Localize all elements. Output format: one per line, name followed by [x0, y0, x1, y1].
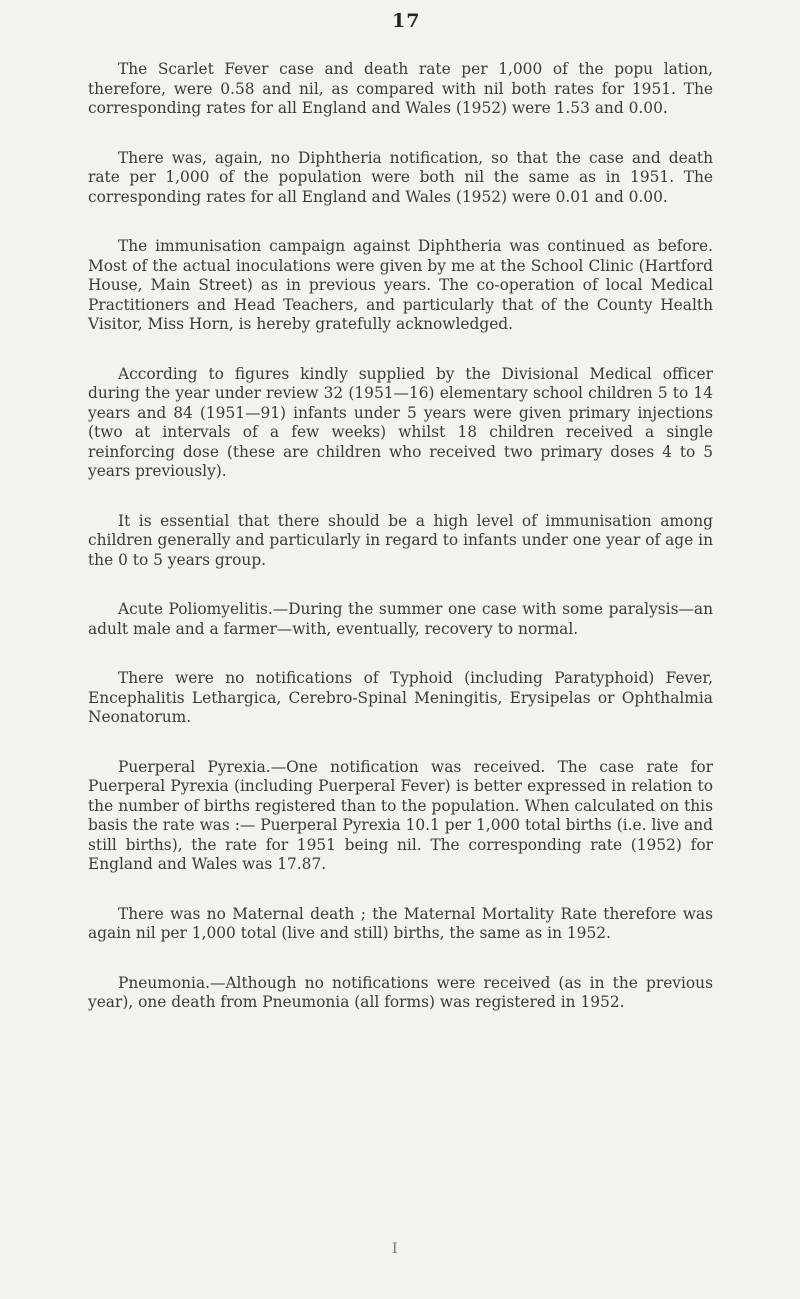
text-line: as in 1951. The corresponding rates for all England and Wales — [88, 168, 713, 206]
text-line: years were given primary injections (two at intervals of a few — [88, 403, 713, 441]
text-line: lation, therefore, were 0.58 and nil, as compared with nil both rates — [88, 60, 713, 98]
footer-mark: I — [392, 1241, 398, 1257]
paragraph-divisional-figures — [88, 365, 713, 482]
text-line: for 1951. The corresponding rates for all England and Wales — [88, 79, 713, 117]
text-line: According to figures kindly supplied by the Divisional Medical — [118, 364, 652, 383]
text-line: under one year of age in the 0 to 5 years group. — [88, 531, 713, 569]
text-line: therefore was again nil per 1,000 total (live and still) births, the — [88, 904, 713, 942]
text-line: paralysis—an adult male and a farmer—with, eventually, recovery — [88, 600, 713, 638]
text-line: for England and Wales was 17.87. — [88, 835, 713, 873]
text-line: It is essential that there should be a high level of immunisation — [118, 511, 652, 530]
text-line: Puerperal Pyrexia 10.1 per 1,000 total births (i.e. live and still — [88, 816, 713, 854]
text-line: the previous year), one death from Pneumonia (all forms) was — [88, 973, 713, 1011]
text-line: Puerperal Pyrexia.—One notification was received. The case — [118, 757, 635, 776]
text-line: The Scarlet Fever case and death rate per 1,000 of the popu — [118, 60, 654, 78]
text-line: registered in 1952. — [475, 993, 625, 1011]
text-line: Miss Horn, is hereby gratefully acknowledged. — [147, 315, 514, 333]
text-line: and death rate per 1,000 of the population were both nil the same — [88, 148, 713, 186]
text-line: Erysipelas or Ophthalmia Neonatorum. — [88, 688, 713, 726]
paragraph-scarlet-fever — [88, 60, 713, 119]
text-line: are children who received two primary doses 4 to 5 years — [88, 442, 713, 480]
paragraph-pneumonia — [88, 974, 713, 1013]
text-line: weeks) whilst 18 children received a single reinforcing dose (these — [88, 423, 713, 461]
text-line: the School Clinic (Hartford House, Main Street) as in previous — [88, 256, 713, 294]
text-line: There was, again, no Diphtheria notification, so that the case — [118, 148, 624, 167]
page-number: 17 — [392, 10, 421, 32]
text-line: Acute Poliomyelitis.—During the summer one case with some — [118, 600, 603, 618]
text-line: Teachers, and particularly that of the County Health Visitor, — [88, 295, 713, 333]
paragraph-diphtheria — [88, 149, 713, 208]
text-line: expressed in relation to the number of births registered than to — [88, 777, 713, 815]
text-line: as before. Most of the actual inoculations were given by me at — [88, 237, 713, 275]
text-line: Pneumonia.—Although no notifications were received (as in — [118, 973, 605, 992]
paragraph-immunisation-campaign — [88, 237, 713, 335]
paragraph-immunisation-level — [88, 512, 713, 571]
document-body — [88, 60, 713, 1043]
text-line: There was no Maternal death ; the Maternal Mortality Rate — [118, 904, 597, 923]
text-line: officer during the year under review 32 (1951—16) elementary — [88, 364, 713, 402]
paragraph-poliomyelitis — [88, 600, 713, 639]
paragraph-maternal-death — [88, 905, 713, 944]
text-line: There were no notifications of Typhoid (including Paratyphoid) — [118, 669, 655, 687]
text-line: births), the rate for 1951 being nil. The corresponding rate (1952) — [125, 835, 682, 854]
text-line: The immunisation campaign against Diphtheria was continued — [118, 237, 626, 255]
text-line: same as in 1952. — [479, 924, 611, 942]
text-line: (1952) were 1.53 and 0.00. — [455, 99, 668, 117]
text-line: school children 5 to 14 years and 84 (1951—91) infants under 5 — [88, 384, 713, 422]
text-line: previously). — [135, 462, 227, 480]
paragraph-puerperal-pyrexia — [88, 758, 713, 875]
text-line: years. The co-operation of local Medical Practitioners and Head — [88, 276, 713, 314]
paragraph-no-notifications — [88, 669, 713, 728]
text-line: Fever, Encephalitis Lethargica, Cerebro-Spinal Meningitis, — [88, 669, 713, 707]
text-line: the population. When calculated on this basis the rate was :— — [88, 796, 713, 834]
text-line: (1952) were 0.01 and 0.00. — [455, 187, 668, 206]
text-line: rate for Puerperal Pyrexia (including Puerperal Fever) is better — [88, 757, 713, 795]
text-line: among children generally and particularly in regard to infants — [88, 511, 713, 549]
text-line: to normal. — [497, 619, 579, 638]
